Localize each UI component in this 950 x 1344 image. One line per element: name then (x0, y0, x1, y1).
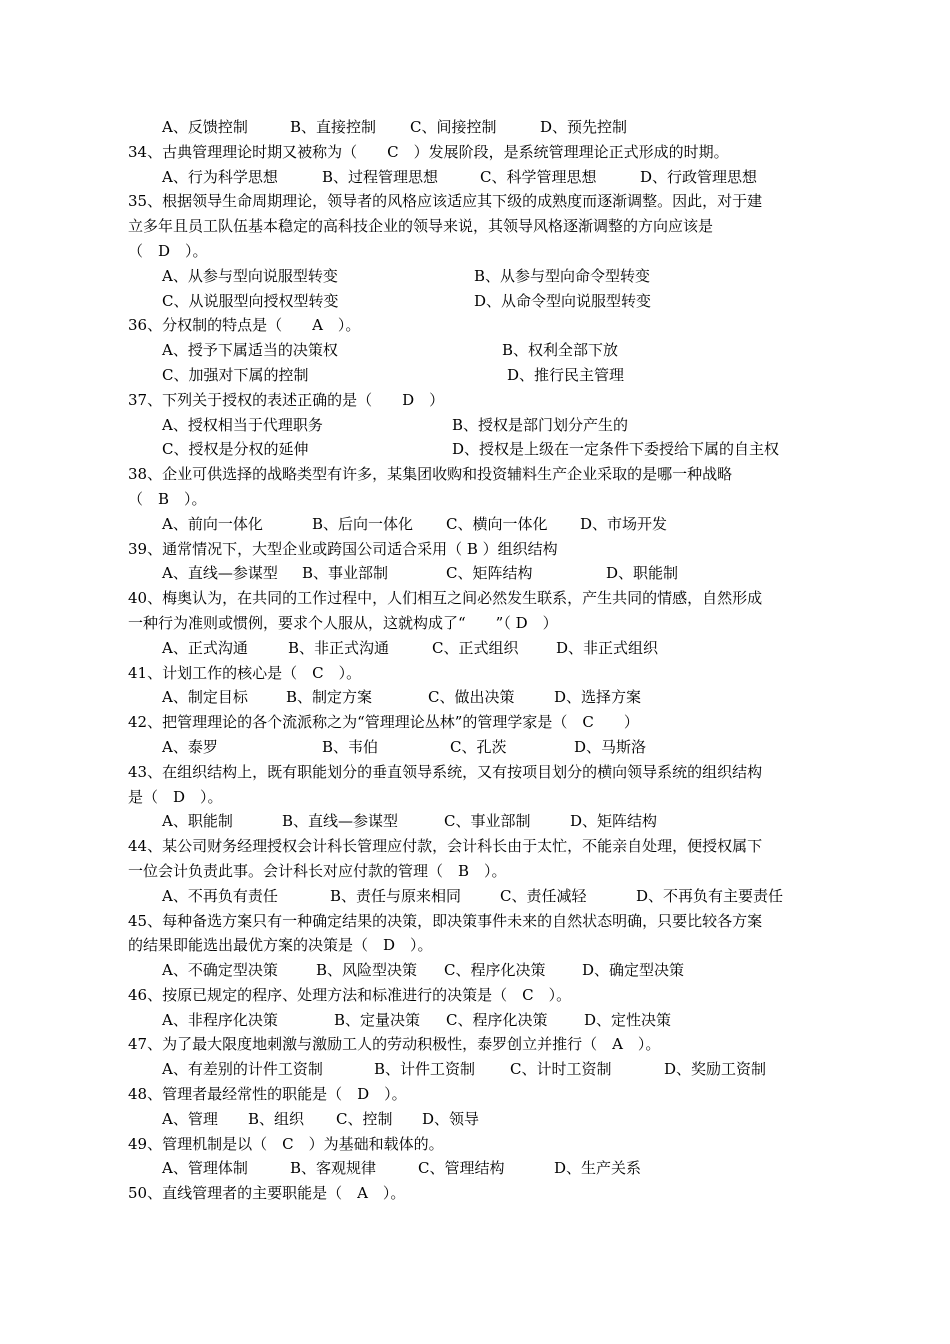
answer-options-line (128, 1156, 838, 1181)
answer-option: C、间接控制 (410, 118, 497, 136)
answer-option: D、不再负有主要责任 (636, 886, 784, 905)
answer-option: B、风险型决策 (316, 961, 418, 980)
answer-option: D、奖励工资制 (664, 1060, 767, 1079)
answer-option: A、泰罗 (162, 737, 218, 756)
answer-option: D、选择方案 (554, 688, 642, 707)
answer-option: A、管理体制 (162, 1159, 248, 1178)
answer-options-line (128, 363, 838, 388)
answer-option: B、从参与型向命令型转变 (474, 266, 651, 285)
answer-option: A、正式沟通 (162, 638, 248, 657)
answer-options-line (128, 264, 838, 289)
question-text-line: 43、在组织结构上，既有职能划分的垂直领导系统，又有按项目划分的横向领导系统的组织结构 (128, 762, 763, 781)
answer-option: D、预先控制 (540, 118, 628, 136)
answer-option: A、管理 (162, 1109, 218, 1128)
question-text-line: 42、把管理理论的各个流派称之为“管理理论丛林”的管理学家是（ C ） (128, 713, 639, 732)
answer-option: D、行政管理思想 (640, 167, 758, 186)
answer-option: C、从说服型向授权型转变 (162, 291, 339, 310)
answer-option: D、矩阵结构 (570, 812, 658, 831)
answer-options-line (128, 1057, 838, 1082)
answer-option: B、客观规律 (290, 1159, 377, 1178)
answer-option: B、直线—参谋型 (282, 812, 399, 831)
answer-option: B、非正式沟通 (288, 638, 390, 657)
answer-option: C、控制 (336, 1109, 393, 1128)
answer-option: D、马斯洛 (574, 737, 647, 756)
question-text-line: 的结果即能选出最优方案的决策是（ D ）。 (128, 936, 433, 955)
answer-option: C、孔茨 (450, 737, 507, 756)
answer-options-line (128, 561, 838, 586)
answer-option: A、行为科学思想 (162, 167, 278, 186)
answer-option: D、定性决策 (584, 1010, 672, 1029)
answer-option: B、定量决策 (334, 1010, 421, 1029)
answer-option: B、权利全部下放 (502, 341, 619, 360)
question-text-line: 37、下列关于授权的表述正确的是（ D ） (128, 390, 445, 409)
answer-option: B、直接控制 (290, 118, 377, 136)
answer-option: A、从参与型向说服型转变 (162, 266, 338, 285)
answer-option: C、授权是分权的延伸 (162, 440, 309, 459)
answer-option: D、职能制 (606, 564, 679, 583)
answer-option: A、有差别的计件工资制 (162, 1060, 323, 1079)
answer-option: D、推行民主管理 (507, 365, 625, 384)
question-text-line: （ D ）。 (128, 241, 208, 260)
question-text-line: 34、古典管理理论时期又被称为（ C ）发展阶段，是系统管理理论正式形成的时期。 (128, 142, 729, 161)
question-text-line: 47、为了最大限度地刺激与激励工人的劳动积极性，泰罗创立并推行（ A ）。 (128, 1035, 661, 1054)
answer-options-line (128, 437, 838, 462)
question-text-line: 50、直线管理者的主要职能是（ A ）。 (128, 1184, 406, 1203)
answer-option: C、程序化决策 (444, 961, 546, 980)
document-page (128, 115, 838, 1206)
answer-options-line (128, 115, 838, 140)
answer-option: D、生产关系 (554, 1159, 642, 1178)
question-text-line: 44、某公司财务经理授权会计科长管理应付款，会计科长由于太忙，不能亲自处理，便授权属下 (128, 837, 763, 856)
answer-option: C、横向一体化 (446, 514, 548, 533)
answer-option: D、非正式组织 (556, 638, 659, 657)
answer-option: D、领导 (422, 1109, 480, 1128)
answer-options-line (128, 165, 838, 190)
answer-option: C、管理结构 (418, 1159, 505, 1178)
answer-option: C、加强对下属的控制 (162, 365, 309, 384)
question-text-line: 是（ D ）。 (128, 787, 223, 806)
answer-option: C、事业部制 (444, 812, 531, 831)
answer-options-line (128, 413, 838, 438)
answer-options-line (128, 884, 838, 909)
answer-option: A、非程序化决策 (162, 1010, 278, 1029)
answer-option: A、不确定型决策 (162, 961, 278, 980)
question-text-line: 46、按原已规定的程序、处理方法和标准进行的决策是（ C ）。 (128, 985, 572, 1004)
answer-option: A、授权相当于代理职务 (162, 415, 323, 434)
answer-options-line (128, 1008, 838, 1033)
question-text-line: 立多年且员工队伍基本稳定的高科技企业的领导来说，其领导风格逐渐调整的方向应该是 (128, 217, 714, 236)
question-text-line: 一位会计负责此事。会计科长对应付款的管理（ B ）。 (128, 861, 507, 880)
answer-option: C、责任减轻 (500, 886, 587, 905)
question-text-line: 45、每种备选方案只有一种确定结果的决策，即决策事件未来的自然状态明确，只要比较各方案 (128, 911, 763, 930)
answer-option: B、授权是部门划分产生的 (452, 415, 629, 434)
answer-option: A、不再负有责任 (162, 886, 278, 905)
question-text-line: 36、分权制的特点是（ A ）。 (128, 316, 361, 335)
answer-option: B、组织 (248, 1109, 305, 1128)
answer-option: D、确定型决策 (582, 961, 685, 980)
answer-option: D、市场开发 (580, 514, 668, 533)
question-text-line: 一种行为准则或惯例，要求个人服从，这就构成了“ ”（ D ） (128, 613, 558, 632)
answer-option: B、事业部制 (302, 564, 389, 583)
question-text-line: （ B ）。 (128, 489, 207, 508)
answer-option: A、反馈控制 (162, 118, 248, 136)
answer-options-line (128, 809, 838, 834)
answer-options-line (128, 1107, 838, 1132)
question-text-line: 39、通常情况下，大型企业或跨国公司适合采用（ B ）组织结构 (128, 539, 558, 558)
answer-option: A、职能制 (162, 812, 233, 831)
question-text-line: 48、管理者最经常性的职能是（ D ）。 (128, 1085, 407, 1104)
answer-option: B、责任与原来相同 (330, 886, 462, 905)
answer-option: A、前向一体化 (162, 514, 263, 533)
question-text-line: 35、根据领导生命周期理论，领导者的风格应该适应其下级的成熟度而逐渐调整。因此，对于建 (128, 192, 763, 211)
answer-option: C、矩阵结构 (446, 564, 533, 583)
answer-options-line (128, 735, 838, 760)
answer-option: C、程序化决策 (446, 1010, 548, 1029)
answer-option: B、制定方案 (286, 688, 373, 707)
answer-options-line (128, 338, 838, 363)
answer-option: A、授予下属适当的决策权 (162, 341, 338, 360)
question-text-line: 38、企业可供选择的战略类型有许多，某集团收购和投资辅料生产企业采取的是哪一种战略 (128, 465, 733, 484)
answer-option: B、计件工资制 (374, 1060, 476, 1079)
answer-option: C、正式组织 (432, 638, 519, 657)
answer-options-line (128, 512, 838, 537)
question-text-line: 41、计划工作的核心是（ C ）。 (128, 663, 362, 682)
answer-options-line (128, 958, 838, 983)
answer-options-line (128, 636, 838, 661)
answer-options-line (128, 685, 838, 710)
answer-option: D、授权是上级在一定条件下委授给下属的自主权 (452, 440, 780, 459)
answer-option: A、制定目标 (162, 688, 248, 707)
question-text-line: 49、管理机制是以（ C ）为基础和载体的。 (128, 1134, 444, 1153)
answer-option: D、从命令型向说服型转变 (474, 291, 652, 310)
answer-option: C、做出决策 (428, 688, 515, 707)
question-text-line: 40、梅奥认为，在共同的工作过程中，人们相互之间必然发生联系，产生共同的情感，自然形成 (128, 589, 763, 608)
answer-option: C、计时工资制 (510, 1060, 612, 1079)
answer-option: B、过程管理思想 (322, 167, 439, 186)
answer-options-line (128, 289, 838, 314)
answer-option: B、韦伯 (322, 737, 379, 756)
answer-option: B、后向一体化 (312, 514, 414, 533)
answer-option: C、科学管理思想 (480, 167, 597, 186)
answer-option: A、直线—参谋型 (162, 564, 278, 583)
